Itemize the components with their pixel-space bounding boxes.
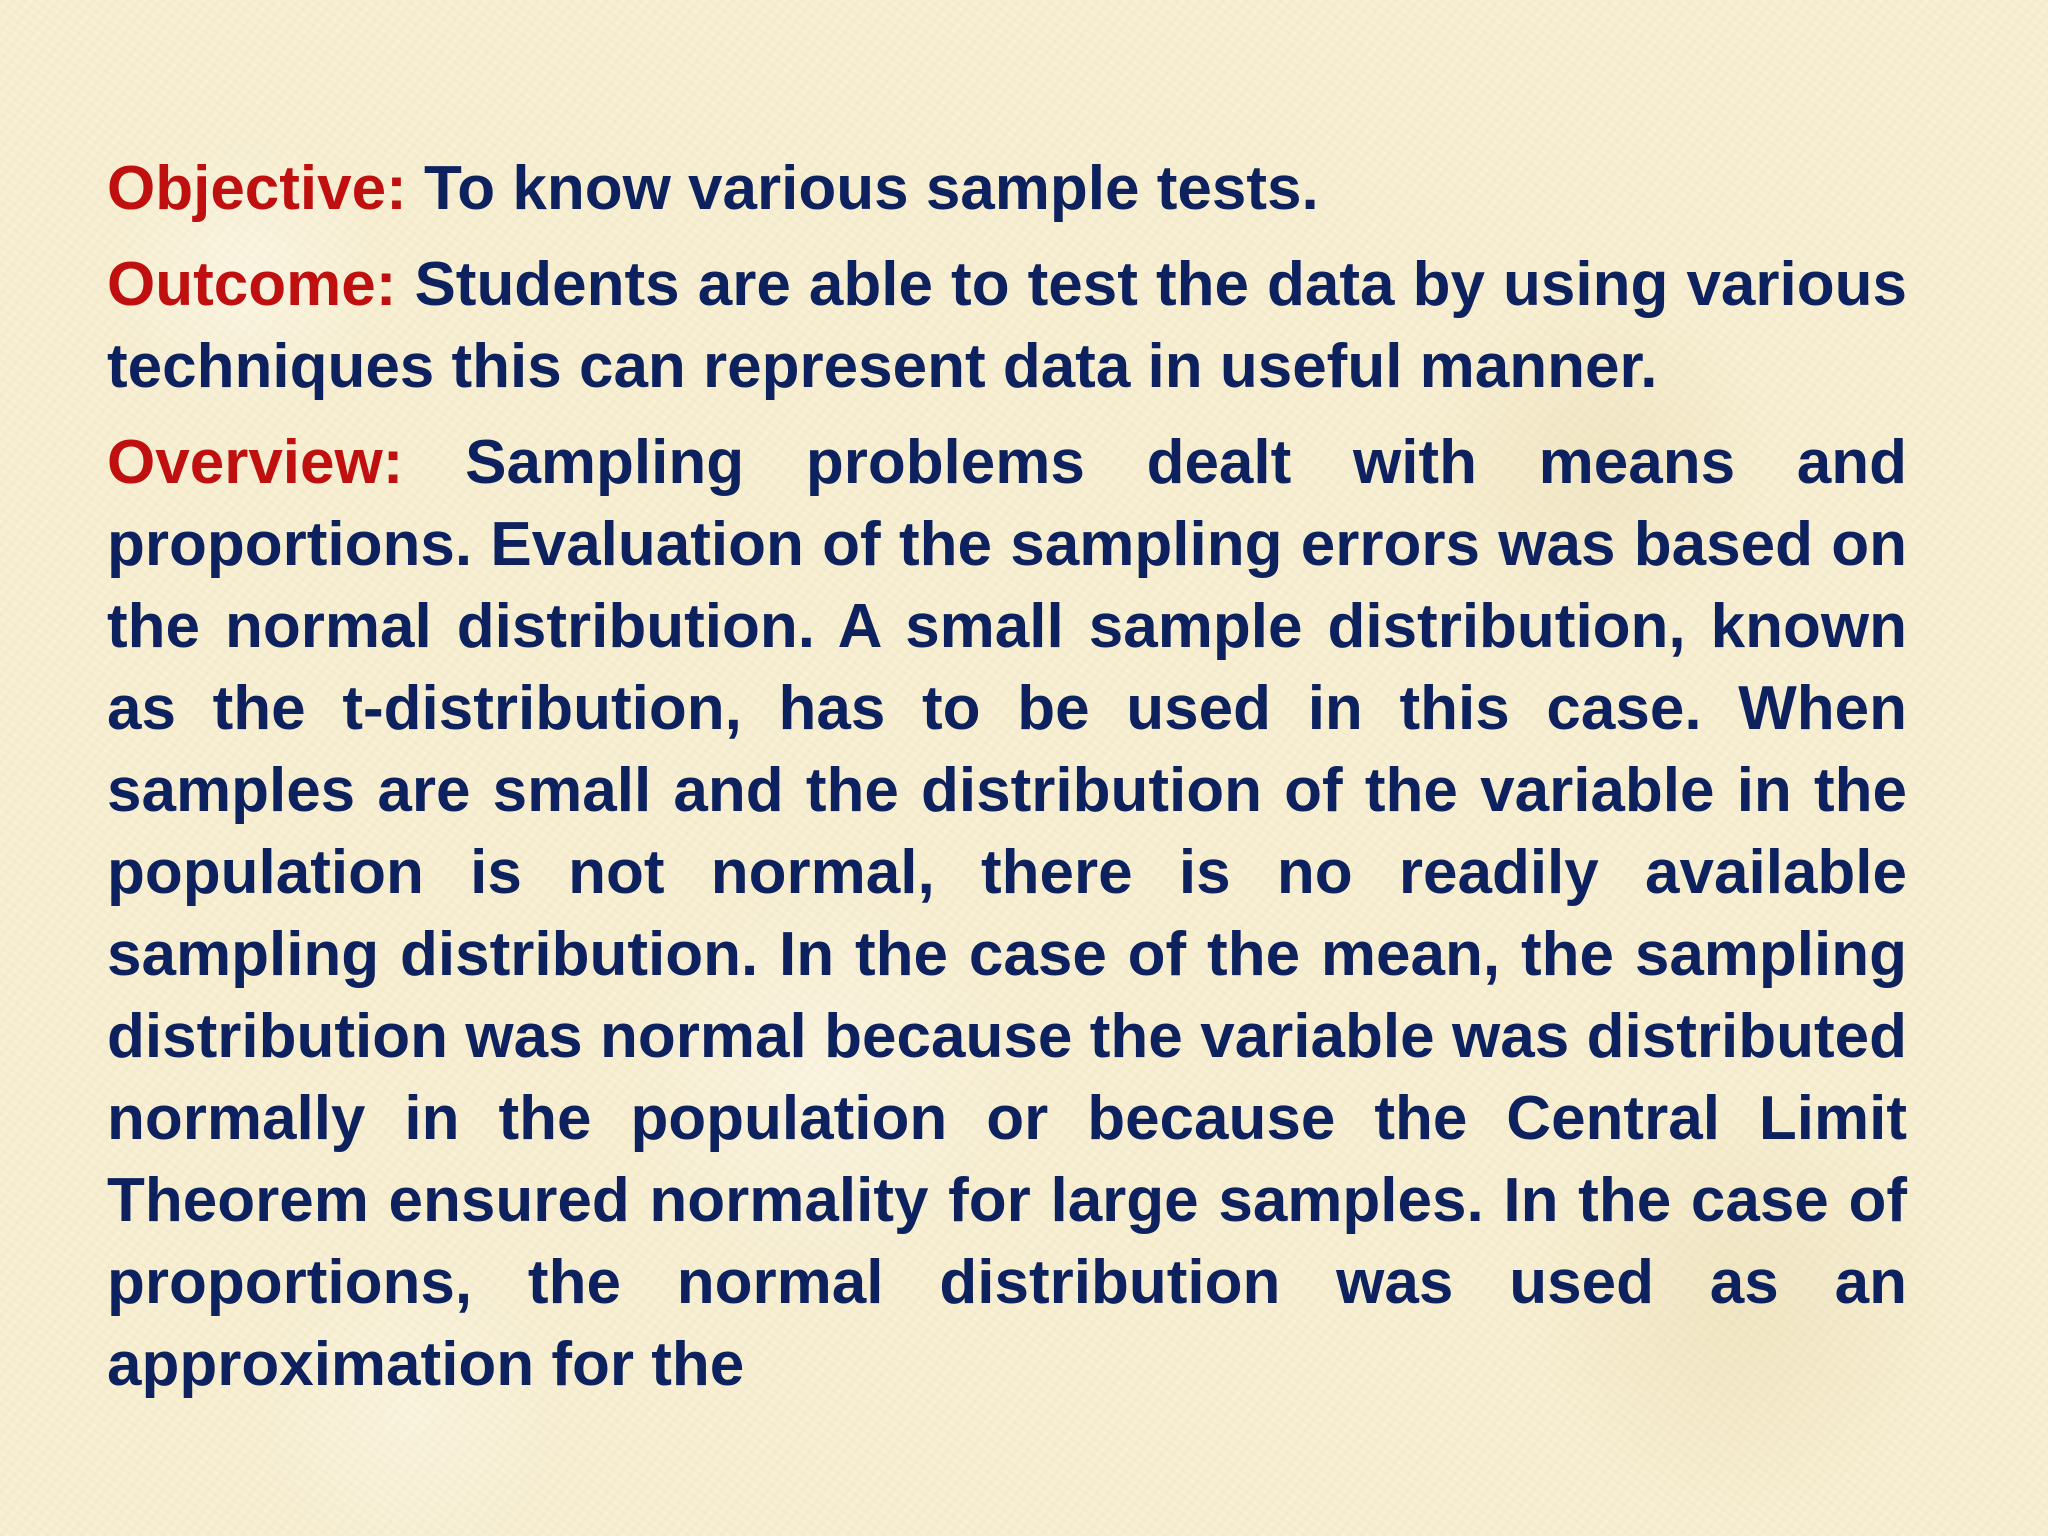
objective-paragraph <box>107 148 1907 230</box>
overview-paragraph <box>107 422 1907 1406</box>
outcome-paragraph <box>107 244 1907 408</box>
outcome-text: Students are able to test the data by using various techniques this can represent data in useful manner. <box>107 250 1907 401</box>
objective-text: To know various sample tests. <box>424 154 1319 223</box>
objective-label: Objective: <box>107 154 407 223</box>
slide-content <box>107 148 1907 1420</box>
overview-text: Sampling problems dealt with means and proportions. Evaluation of the sampling errors was based on the normal distribution. A small sample distribution, known as the t-distribution, has to be used in this case. When samples are small and the distribution of the variable in the population is not normal, there is no readily available sampling distribution. In the case of the mean, the sampling distribution was normal because the variable was distributed normally in the population or because the Central Limit Theorem ensured normality for large samples. In the case of proportions, the normal distribution was used as an approximation for the <box>107 428 1907 1399</box>
outcome-label: Outcome: <box>107 250 397 319</box>
overview-label: Overview: <box>107 428 404 497</box>
